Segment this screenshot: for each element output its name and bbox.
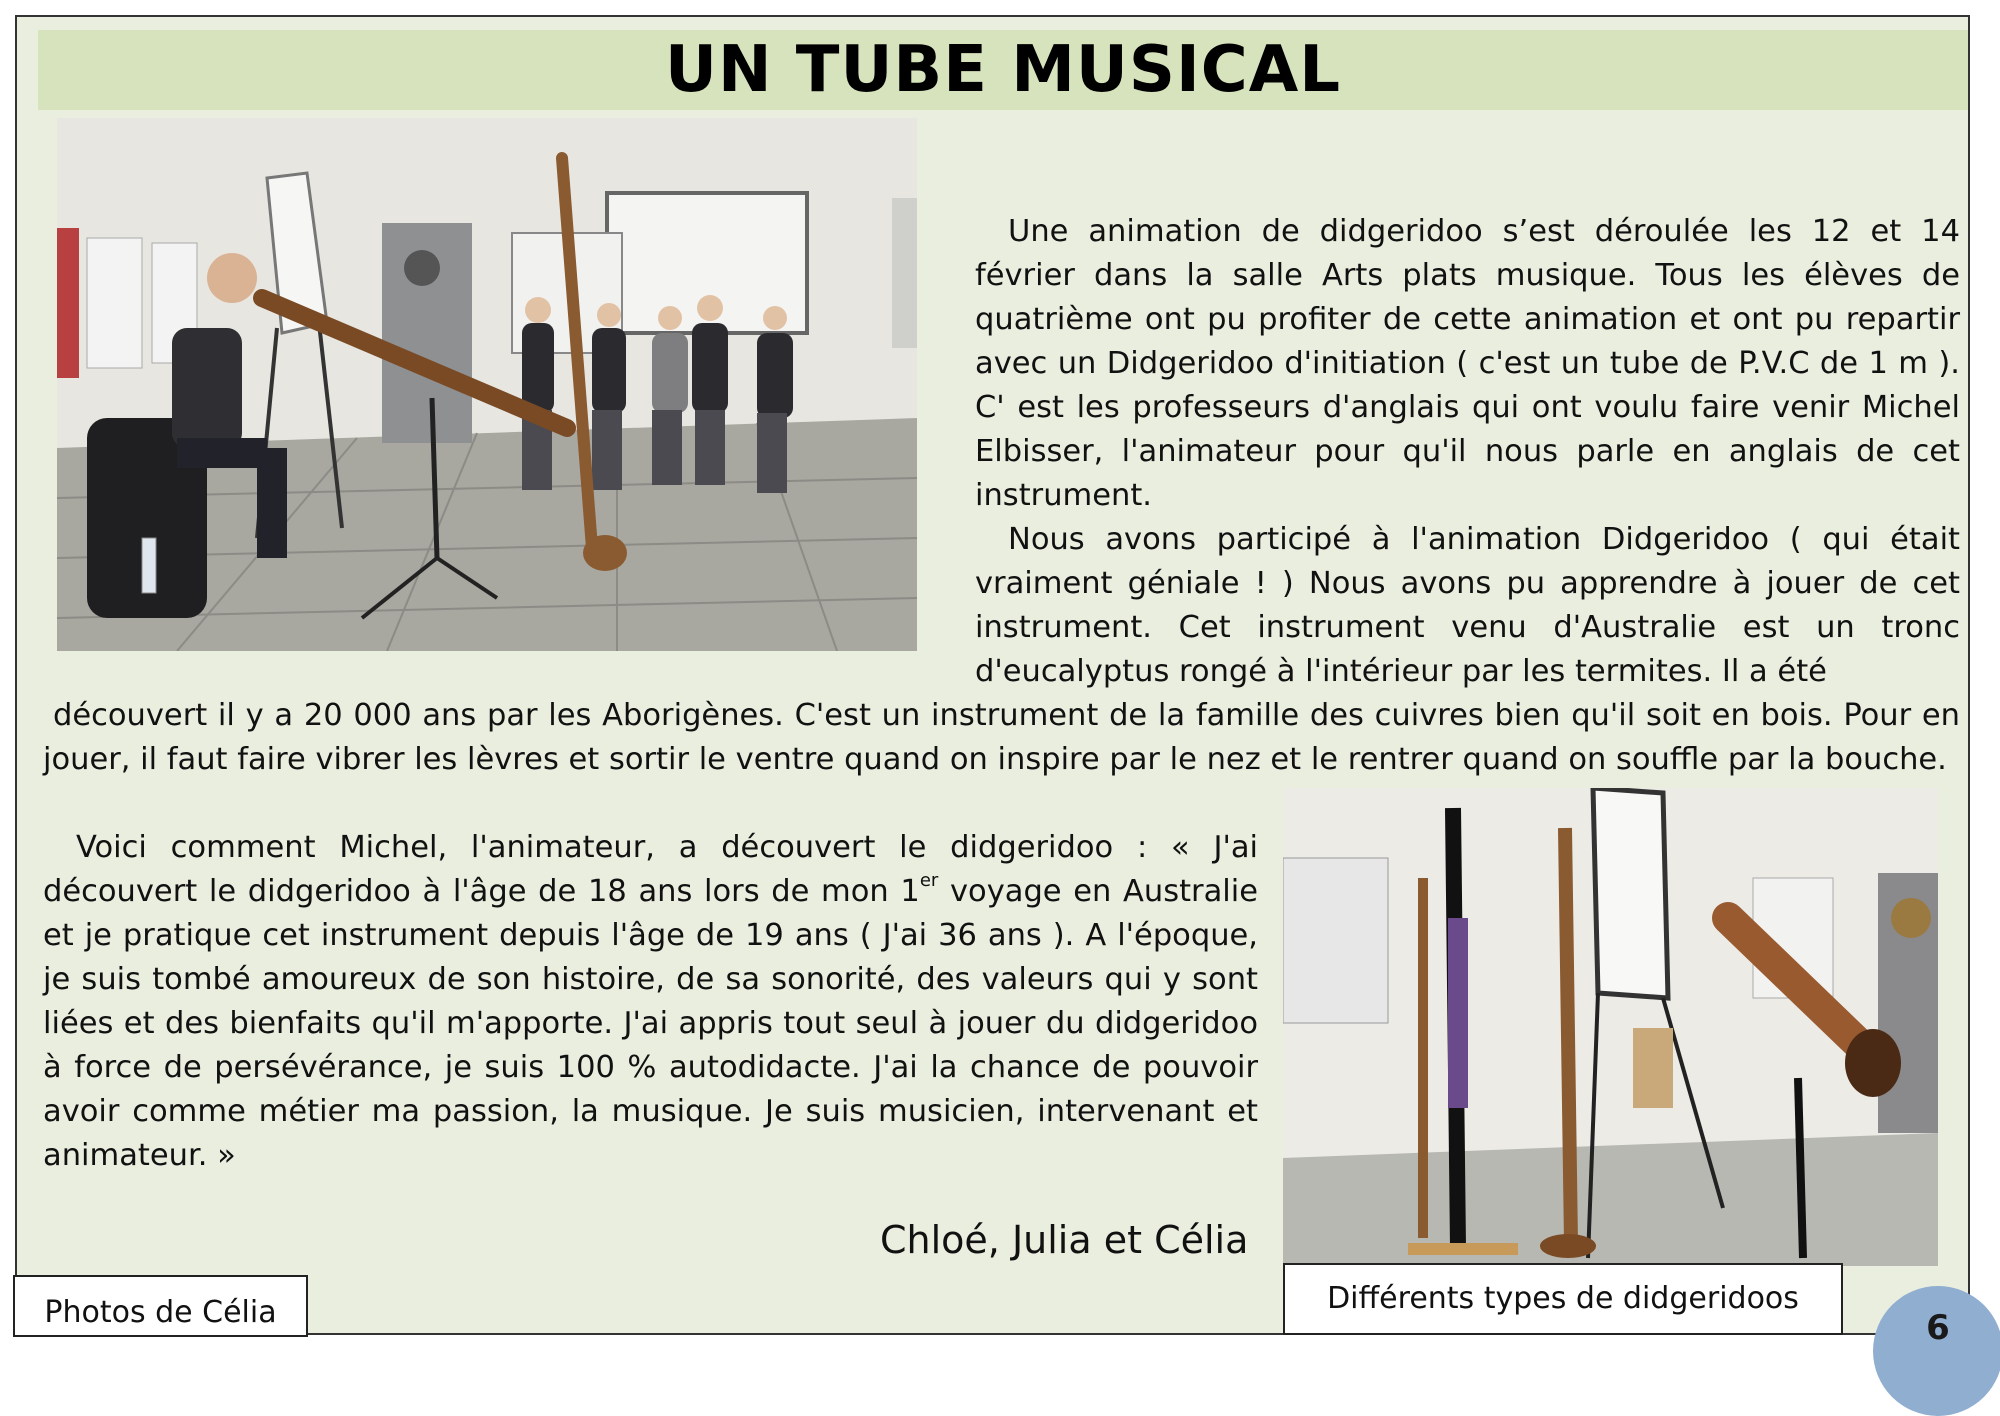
paragraph-2-continuation: découvert il y a 20 000 ans par les Aborigènes. C'est un instrument de la famille des cuivres bien qu'il soit en bois. Pour en jouer, il faut faire vibrer les lèvres et sortir le ventre quand on inspire par le nez et le rentrer quand on souffle par la bouche. <box>43 698 1960 777</box>
paragraph-1: Une animation de didgeridoo s’est déroulée les 12 et 14 février dans la salle Arts plats musique. Tous les élèves de quatrième ont pu profiter de cette animation et ont pu repartir avec un Didgeridoo d'initiation ( c'est un tube de P.V.C de 1 m ). C' est les professeurs d'anglais qui ont voulu faire venir Michel Elbisser, l'animateur pour qu'il nous parle en anglais de cet instrument. <box>975 214 1960 513</box>
classroom-photo-illustration <box>57 118 917 651</box>
article-paragraphs-top <box>975 210 1960 694</box>
signature: Chloé, Julia et Célia <box>880 1218 1249 1262</box>
photo-animation <box>57 118 917 651</box>
didgeridoo-caption: Différents types de didgeridoos <box>1283 1263 1843 1335</box>
page-number-badge <box>1873 1286 2000 1416</box>
didgeridoos-photo-illustration <box>1283 788 1938 1266</box>
title-bar <box>38 30 1968 110</box>
quote-paragraph <box>43 826 1258 1178</box>
page-number: 6 <box>1926 1308 1950 1348</box>
paragraph-2: Nous avons participé à l'animation Didgeridoo ( qui était vraiment géniale ! ) Nous avons pu apprendre à jouer de cet instrument. Cet instrument venu d'Australie est un tronc d'eucalyptus rongé à l'intérieur par les termites. Il a été <box>975 522 1960 689</box>
quote-text-end: voyage en Australie et je pratique cet instrument depuis l'âge de 19 ans ( J'ai 36 ans ). A l'époque, je suis tombé amoureux de son histoire, de sa sonorité, des valeurs qui y sont liées et des bienfaits qu'il m'apporte. J'ai appris tout seul à jouer du didgeridoo à force de persévérance, je suis 100 % autodidacte. J'ai la chance de pouvoir avoir comme métier ma passion, la musique. Je suis musicien, intervenant et animateur. » <box>43 874 1258 1173</box>
quote-text-start: Voici comment Michel, l'animateur, a découvert le didgeridoo : « J'ai découvert le didgeridoo à l'âge de 18 ans lors de mon 1 <box>43 830 1258 909</box>
page-title: UN TUBE MUSICAL <box>664 33 1342 107</box>
photo-didgeridoos <box>1283 788 1938 1266</box>
photo-credit-caption: Photos de Célia <box>13 1275 308 1337</box>
quote-superscript: er <box>919 869 939 891</box>
